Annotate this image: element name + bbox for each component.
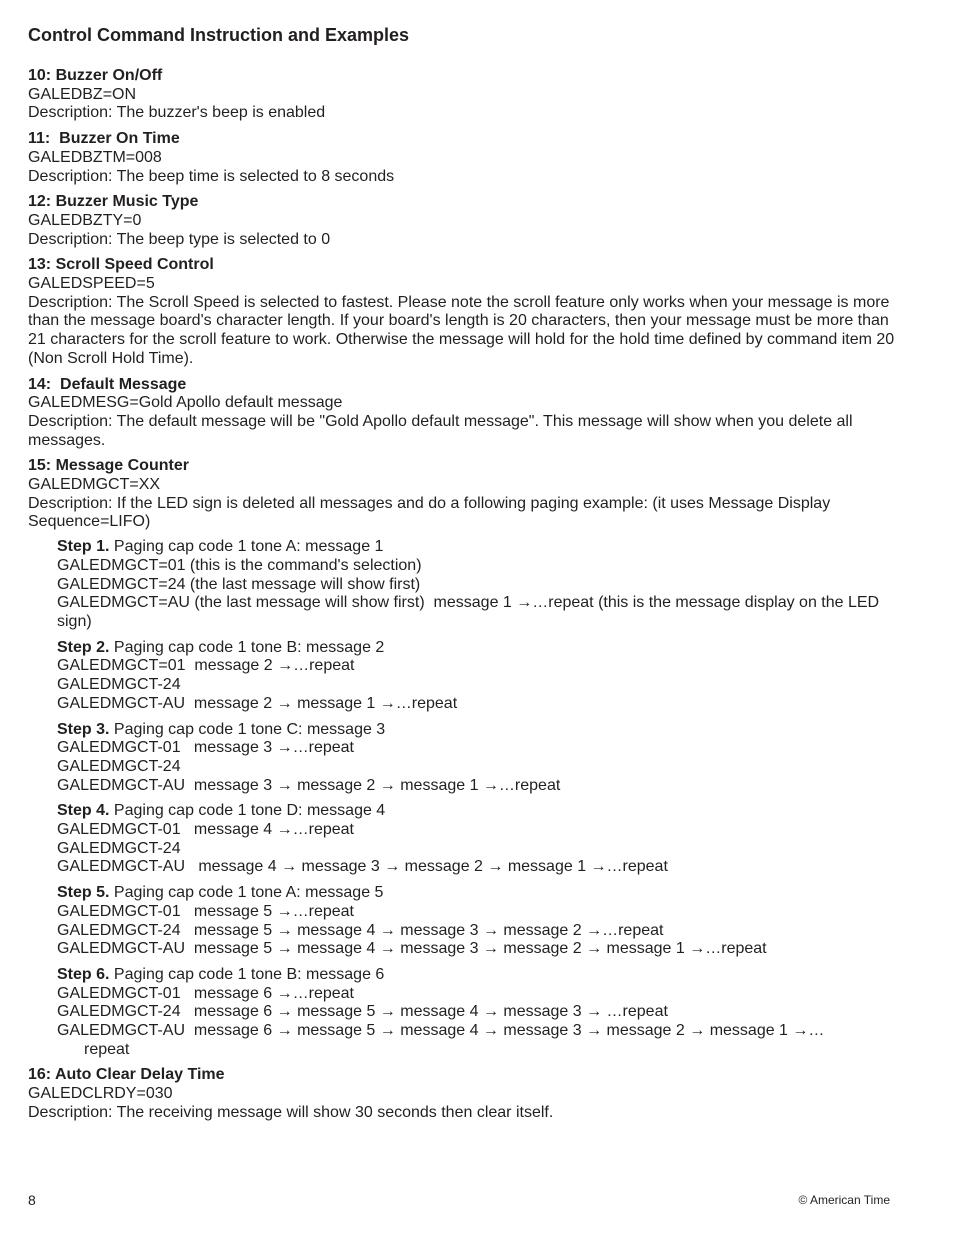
step-label: Step 1. <box>57 538 110 556</box>
step-line: GALEDMGCT-01 message 6 →…repeat <box>57 984 354 1002</box>
step-line: GALEDMGCT-24 message 6 → message 5 → message 4 → message 3 → …repeat <box>57 1003 668 1021</box>
step-text: Paging cap code 1 tone B: message 6 <box>109 965 385 983</box>
step-label: Step 6. <box>57 965 110 983</box>
step-line: GALEDMGCT-01 message 4 →…repeat <box>57 821 354 839</box>
step-item <box>57 639 898 714</box>
step-text: Paging cap code 1 tone C: message 3 <box>109 720 386 738</box>
step-line: GALEDMGCT=AU (the last message will show first) message 1 →…repeat (this is the message display on the LED sign) <box>57 594 880 630</box>
step-line: GALEDMGCT-AU message 4 → message 3 → message 2 → message 1 →…repeat <box>57 858 668 876</box>
step-text: Paging cap code 1 tone B: message 2 <box>109 638 385 656</box>
step-line: GALEDMGCT-AU message 6 → message 5 → message 4 → message 3 → message 2 → message 1 →… <box>57 1022 825 1040</box>
step-text: Paging cap code 1 tone A: message 1 <box>109 538 384 556</box>
description-line: Description: The beep type is selected to 0 <box>28 230 331 248</box>
step-list <box>28 538 898 1059</box>
section-heading: 16: Auto Clear Delay Time <box>28 1066 225 1084</box>
section-buzzer-on-time <box>28 130 898 186</box>
command-line: GALEDBZTY=0 <box>28 211 142 229</box>
section-default-message <box>28 376 898 451</box>
description-line: Description: The beep time is selected to 8 seconds <box>28 167 395 185</box>
step-line: GALEDMGCT=24 (the last message will show first) <box>57 575 421 593</box>
step-line: GALEDMGCT-24 <box>57 839 181 857</box>
page-number: 8 <box>28 1192 36 1208</box>
section-scroll-speed-control <box>28 256 898 368</box>
command-line: GALEDMESG=Gold Apollo default message <box>28 394 343 412</box>
page-title: Control Command Instruction and Examples <box>28 25 410 45</box>
step-line: GALEDMGCT-AU message 3 → message 2 → message 1 →…repeat <box>57 776 561 794</box>
section-heading: 15: Message Counter <box>28 457 189 475</box>
step-line: GALEDMGCT-24 message 5 → message 4 → message 3 → message 2 →…repeat <box>57 921 664 939</box>
section-auto-clear-delay-time <box>28 1066 898 1122</box>
description-line: Description: If the LED sign is deleted all messages and do a following paging example: (it uses Message Display Sequence=LIFO) <box>28 494 831 531</box>
section-heading: 10: Buzzer On/Off <box>28 67 163 84</box>
command-line: GALEDSPEED=5 <box>28 275 155 293</box>
section-heading: 12: Buzzer Music Type <box>28 193 199 211</box>
section-message-counter <box>28 457 898 1059</box>
step-text: Paging cap code 1 tone A: message 5 <box>109 884 384 902</box>
step-label: Step 2. <box>57 638 110 656</box>
step-line: GALEDMGCT-AU message 2 → message 1 →…repeat <box>57 694 458 712</box>
step-label: Step 5. <box>57 884 110 902</box>
section-heading: 13: Scroll Speed Control <box>28 256 214 274</box>
step-line: GALEDMGCT-01 message 5 →…repeat <box>57 902 354 920</box>
step-text: Paging cap code 1 tone D: message 4 <box>109 802 386 820</box>
section-buzzer-music-type <box>28 193 898 249</box>
step-line-continuation: repeat <box>84 1040 130 1058</box>
command-line: GALEDBZ=ON <box>28 85 137 103</box>
command-line: GALEDBZTM=008 <box>28 148 162 166</box>
section-heading: 14: Default Message <box>28 375 187 393</box>
description-line: Description: The buzzer's beep is enabled <box>28 104 326 122</box>
step-label: Step 4. <box>57 802 110 820</box>
step-line: GALEDMGCT-24 <box>57 757 181 775</box>
section-buzzer-on-off <box>28 67 898 123</box>
step-item <box>57 802 898 877</box>
step-line: GALEDMGCT-24 <box>57 676 181 694</box>
step-item <box>57 884 898 959</box>
description-line: Description: The default message will be "Gold Apollo default message". This message will show when you delete all messages. <box>28 412 853 449</box>
command-line: GALEDMGCT=XX <box>28 476 161 494</box>
step-item <box>57 966 898 1060</box>
step-item <box>57 721 898 796</box>
copyright-notice: © American Time <box>798 1193 890 1207</box>
command-line: GALEDCLRDY=030 <box>28 1085 173 1103</box>
document-body <box>28 67 898 1130</box>
step-label: Step 3. <box>57 720 110 738</box>
description-line: Description: The receiving message will show 30 seconds then clear itself. <box>28 1103 554 1121</box>
step-line: GALEDMGCT=01 message 2 →…repeat <box>57 657 355 675</box>
step-line: GALEDMGCT-01 message 3 →…repeat <box>57 739 354 757</box>
step-item <box>57 538 898 632</box>
step-line: GALEDMGCT=01 (this is the command's selection) <box>57 556 422 574</box>
step-line: GALEDMGCT-AU message 5 → message 4 → message 3 → message 2 → message 1 →…repeat <box>57 940 767 958</box>
section-heading: 11: Buzzer On Time <box>28 130 180 148</box>
description-line: Description: The Scroll Speed is selected to fastest. Please note the scroll feature only works when your message is more than the message board's character length. If your board's length is 20 characters, then your message must be more than 21 characters for the scroll feature to work. Otherwise the message will hold for the hold time defined by command item 20 (Non Scroll Hold Time). <box>28 293 895 367</box>
